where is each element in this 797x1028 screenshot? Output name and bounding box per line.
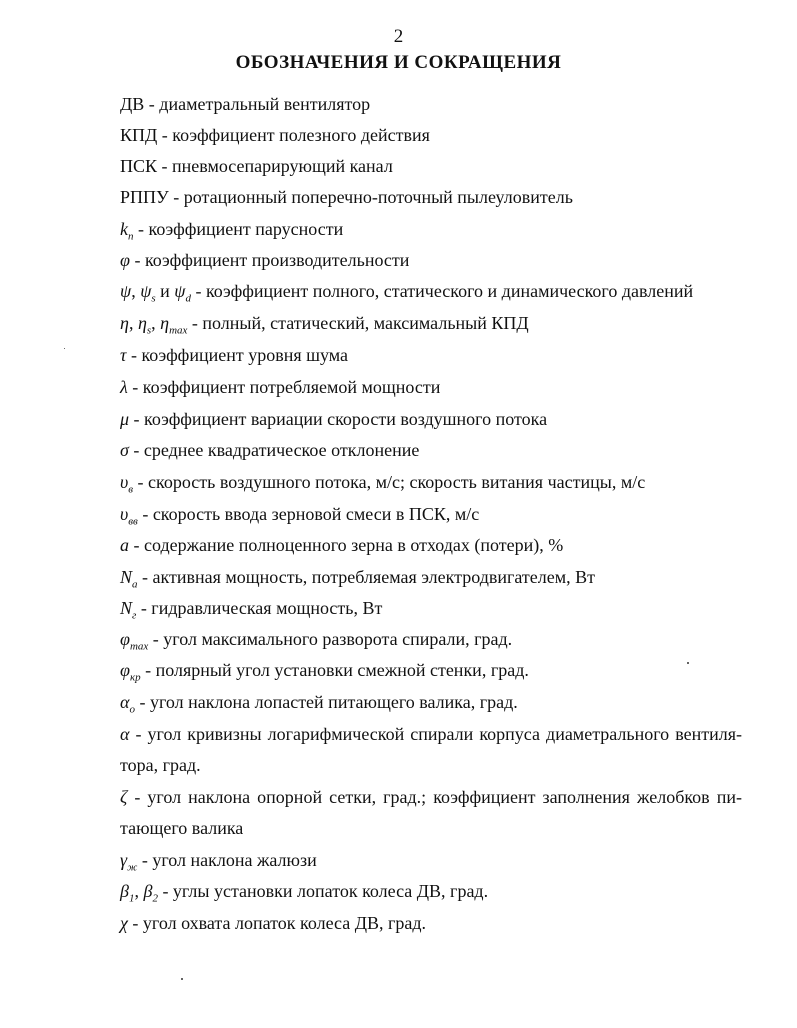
- list-item-continuation: тающего валика: [120, 818, 244, 838]
- list-item: χ - угол охвата лопаток колеса ДВ, град.: [120, 913, 427, 933]
- list-item: λ - коэффициент потребляемой мощности: [120, 377, 441, 397]
- list-item: РППУ - ротационный поперечно-поточный пылеуловитель: [120, 187, 573, 207]
- list-item: $\varphi_{max}$ - угол максимального разворота спирали, град.: [120, 629, 513, 653]
- scan-speck: [64, 348, 65, 349]
- list-item: $\beta_1$, $\beta_2$ - углы установки лопаток колеса ДВ, град.: [120, 881, 489, 905]
- page-title: ОБОЗНАЧЕНИЯ И СОКРАЩЕНИЯ: [235, 52, 562, 73]
- list-item: ψ, $\psi_s$ и $\psi_d$ - коэффициент полного, статического и динамического давлений: [120, 281, 694, 305]
- list-item: $N_а$ - активная мощность, потребляемая электродвигателем, Вт: [120, 567, 596, 591]
- list-item: α - угол кривизны логарифмической спирали корпуса диаметрального вентиля-: [120, 724, 742, 744]
- list-item: ДВ - диаметральный вентилятор: [120, 94, 371, 114]
- list-item: ζ - угол наклона опорной сетки, град.; коэффициент заполнения желобков пи-: [120, 787, 742, 807]
- page-number: 2: [393, 26, 404, 47]
- list-item: $\varphi_{кр}$ - полярный угол установки смежной стенки, град.: [120, 660, 529, 684]
- list-item: КПД - коэффициент полезного действия: [120, 125, 430, 145]
- list-item: τ - коэффициент уровня шума: [120, 345, 349, 365]
- list-item-continuation: тора, град.: [120, 755, 201, 775]
- scan-speck: [181, 978, 183, 980]
- list-item: $\gamma_ж$ - угол наклона жалюзи: [120, 850, 317, 874]
- list-item: $k_п$ - коэффициент парусности: [120, 219, 344, 243]
- list-item: φ - коэффициент производительности: [120, 250, 410, 270]
- scan-speck: [687, 662, 689, 664]
- list-item: σ - среднее квадратическое отклонение: [120, 440, 420, 460]
- list-item: ПСК - пневмосепарирующий канал: [120, 156, 393, 176]
- list-item: $\alpha_о$ - угол наклона лопастей питающего валика, град.: [120, 692, 518, 716]
- list-item: $\upsilon_в$ - скорость воздушного потока, м/с; скорость витания частицы, м/с: [120, 472, 646, 496]
- list-item: а - содержание полноценного зерна в отходах (потери), %: [120, 535, 564, 555]
- list-item: $\upsilon_{вв}$ - скорость ввода зерновой смеси в ПСК, м/с: [120, 504, 480, 528]
- list-item: η, $\eta_s$, $\eta_{max}$ - полный, статический, максимальный КПД: [120, 313, 529, 337]
- list-item: μ - коэффициент вариации скорости воздушного потока: [120, 409, 548, 429]
- list-item: $N_г$ - гидравлическая мощность, Вт: [120, 598, 383, 622]
